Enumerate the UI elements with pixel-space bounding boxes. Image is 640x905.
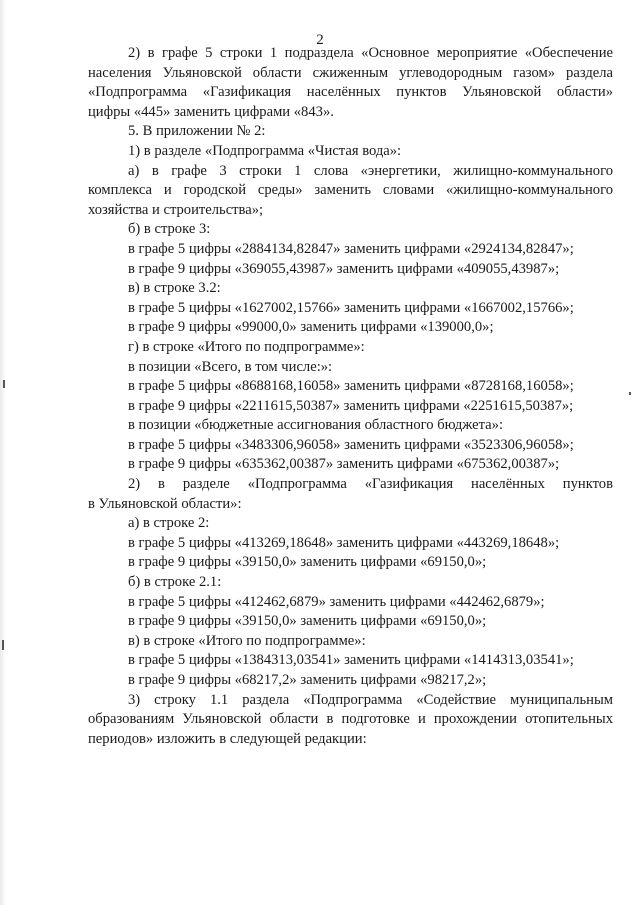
scan-speck [2, 640, 4, 650]
text-line: периодов» изложить в следующей редакции: [88, 730, 367, 747]
document-body [88, 44, 613, 749]
text-line: комплекса и городской среды» заменить словами «жилищно-коммунального [88, 182, 613, 199]
scan-speck [629, 392, 631, 395]
text-line: в позиции «Всего, в том числе:»: [128, 358, 333, 375]
text-line: в Ульяновской области»: [88, 495, 242, 512]
page-number: 2 [316, 32, 324, 48]
text-line: в графе 5 цифры «412462,6879» заменить цифрами «442462,6879»; [128, 593, 545, 610]
text-line: «Подпрограмма «Газификация населённых пунктов Ульяновской области» [88, 84, 613, 101]
text-line: 2) в графе 5 строки 1 подраздела «Основное мероприятие «Обеспечение [128, 45, 613, 61]
text-line: в) в строке «Итого по подпрограмме»: [128, 632, 366, 649]
text-line: в графе 9 цифры «39150,0» заменить цифрами «69150,0»; [128, 554, 487, 571]
text-line: в позиции «бюджетные ассигнования областного бюджета»: [128, 417, 503, 434]
scan-edge-shadow [0, 0, 6, 905]
text-line: г) в строке «Итого по подпрограмме»: [128, 338, 365, 355]
text-line: в графе 9 цифры «68217,2» заменить цифрами «98217,2»; [128, 672, 487, 688]
text-line: 3) строку 1.1 раздела «Подпрограмма «Содействие муниципальным [128, 691, 613, 708]
text-line: в графе 5 цифры «413269,18648» заменить цифрами «443269,18648»; [128, 534, 560, 551]
text-line: б) в строке 2.1: [128, 574, 222, 591]
text-line: образованиям Ульяновской области в подготовке и прохождении отопительных [88, 711, 613, 728]
text-line: б) в строке 3: [128, 221, 211, 238]
text-line: населения Ульяновской области сжиженным углеводородным газом» раздела [88, 64, 613, 81]
text-line: а) в строке 2: [128, 515, 210, 532]
text-line: в графе 5 цифры «1627002,15766» заменить цифрами «1667002,15766»; [128, 299, 574, 316]
text-line: в графе 5 цифры «1384313,03541» заменить цифрами «1414313,03541»; [128, 652, 574, 669]
text-line: в графе 9 цифры «99000,0» заменить цифрами «139000,0»; [128, 319, 494, 336]
text-line: 5. В приложении № 2: [128, 123, 266, 140]
text-line: в графе 5 цифры «2884134,82847» заменить цифрами «2924134,82847»; [128, 240, 574, 257]
scan-speck [3, 380, 5, 388]
text-line: цифры «445» заменить цифрами «843». [88, 103, 334, 120]
text-line: в графе 5 цифры «3483306,96058» заменить цифрами «3523306,96058»; [128, 436, 574, 453]
text-line: хозяйства и строительства»; [88, 201, 264, 218]
text-line: в графе 9 цифры «2211615,50387» заменить цифрами «2251615,50387»; [128, 397, 574, 414]
text-line: в графе 9 цифры «39150,0» заменить цифрами «69150,0»; [128, 613, 487, 630]
text-line: в графе 5 цифры «8688168,16058» заменить цифрами «8728168,16058»; [128, 378, 574, 395]
text-line: а) в графе 3 строки 1 слова «энергетики, жилищно-коммунального [128, 162, 613, 179]
text-line: в) в строке 3.2: [128, 280, 221, 297]
text-line: 2) в разделе «Подпрограмма «Газификация населённых пунктов [128, 476, 613, 493]
text-line: в графе 9 цифры «369055,43987» заменить цифрами «409055,43987»; [128, 260, 560, 277]
text-line: 1) в разделе «Подпрограмма «Чистая вода»: [128, 142, 402, 159]
text-line: в графе 9 цифры «635362,00387» заменить цифрами «675362,00387»; [128, 456, 560, 473]
